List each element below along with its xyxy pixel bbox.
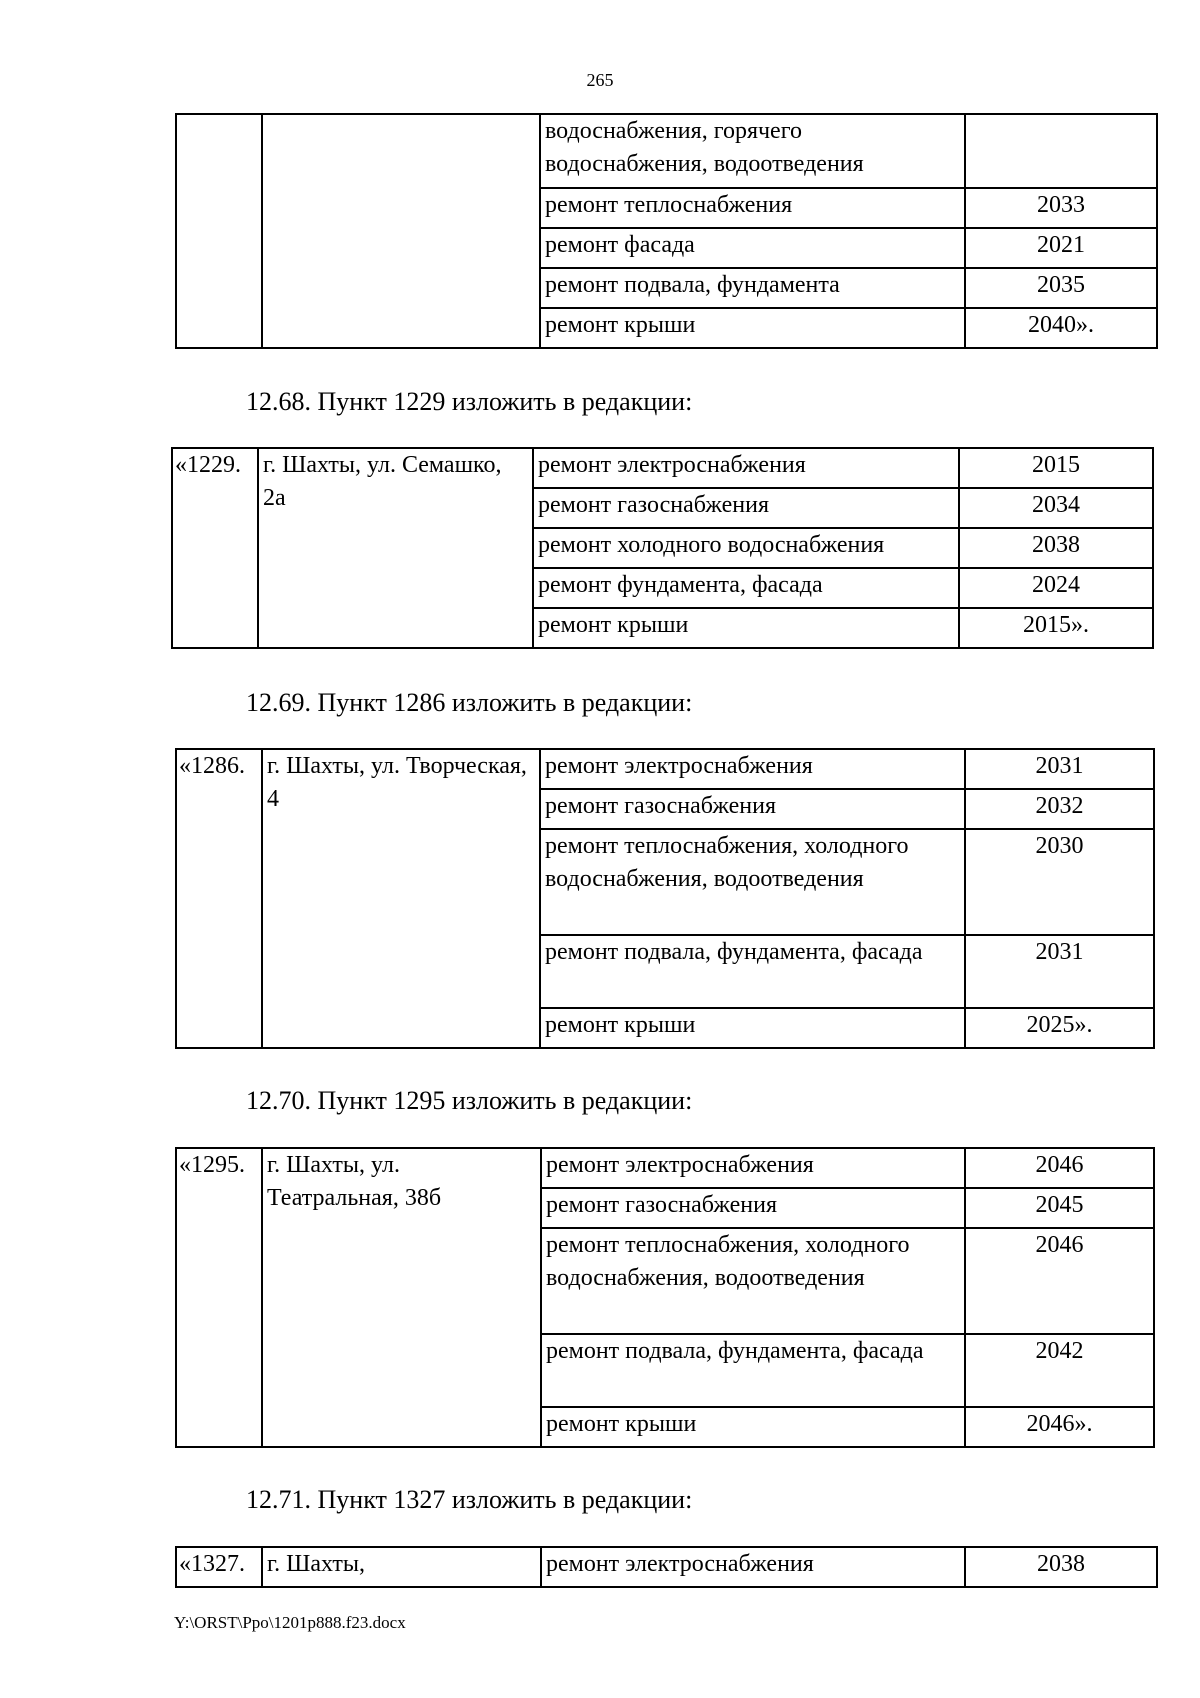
table-item-1295 <box>175 1147 1155 1448</box>
table-cell-year: 2046». <box>965 1407 1154 1447</box>
table-cell-work: ремонт подвала, фундамента, фасада <box>541 1334 965 1407</box>
table-cell-work: ремонт электроснабжения <box>541 1148 965 1188</box>
table-cell-num: «1295. <box>176 1148 262 1447</box>
footer-file-path: Y:\ORST\Ppo\1201p888.f23.docx <box>174 1613 406 1632</box>
table-cell-year <box>965 114 1157 188</box>
table-cell-year: 2035 <box>965 268 1157 308</box>
table-cell-address: г. Шахты, ул. Творческая, 4 <box>262 749 540 1048</box>
table-cell-work: ремонт газоснабжения <box>533 488 959 528</box>
table-cell-year: 2015 <box>959 448 1153 488</box>
table-item-1229 <box>171 447 1154 649</box>
table-cell-work: ремонт теплоснабжения, холодного водоснабжения, водоотведения <box>541 1228 965 1334</box>
table-cell-address <box>262 114 540 348</box>
table-cell-address: г. Шахты, ул. Семашко, 2а <box>258 448 533 648</box>
table-cell-work: ремонт фундамента, фасада <box>533 568 959 608</box>
table-cell-work: ремонт электроснабжения <box>541 1547 965 1587</box>
table-continuation <box>175 113 1158 349</box>
table-cell-year: 2024 <box>959 568 1153 608</box>
paragraph-item-1327: 12.71. Пункт 1327 изложить в редакции: <box>246 1485 693 1514</box>
table-cell-num: «1286. <box>176 749 262 1048</box>
table-cell-year: 2015». <box>959 608 1153 648</box>
paragraph-item-1295: 12.70. Пункт 1295 изложить в редакции: <box>246 1086 693 1115</box>
table-cell-work: ремонт фасада <box>540 228 965 268</box>
table-cell-num <box>176 114 262 348</box>
table-cell-num: «1229. <box>172 448 258 648</box>
table-cell-work: ремонт холодного водоснабжения <box>533 528 959 568</box>
table-cell-year: 2040». <box>965 308 1157 348</box>
table-cell-work: ремонт крыши <box>540 1008 965 1048</box>
table-cell-year: 2021 <box>965 228 1157 268</box>
table-cell-year: 2038 <box>965 1547 1157 1587</box>
table-cell-work: ремонт теплоснабжения <box>540 188 965 228</box>
table-cell-year: 2030 <box>965 829 1154 935</box>
table-cell-work: ремонт крыши <box>540 308 965 348</box>
table-cell-year: 2046 <box>965 1148 1154 1188</box>
table-cell-work: ремонт теплоснабжения, холодного водоснабжения, водоотведения <box>540 829 965 935</box>
table-cell-year: 2032 <box>965 789 1154 829</box>
table-cell-year: 2031 <box>965 749 1154 789</box>
table-cell-year: 2031 <box>965 935 1154 1008</box>
table-cell-address: г. Шахты, ул. Театральная, 38б <box>262 1148 541 1447</box>
table-cell-work: ремонт крыши <box>541 1407 965 1447</box>
table-cell-year: 2046 <box>965 1228 1154 1334</box>
table-cell-address: г. Шахты, <box>262 1547 541 1587</box>
paragraph-item-1286: 12.69. Пункт 1286 изложить в редакции: <box>246 688 693 717</box>
table-cell-year: 2038 <box>959 528 1153 568</box>
table-cell-work: ремонт электроснабжения <box>533 448 959 488</box>
table-cell-work: ремонт подвала, фундамента, фасада <box>540 935 965 1008</box>
table-cell-num: «1327. <box>176 1547 262 1587</box>
table-cell-year: 2045 <box>965 1188 1154 1228</box>
table-cell-work: водоснабжения, горячего водоснабжения, водоотведения <box>540 114 965 188</box>
table-cell-year: 2042 <box>965 1334 1154 1407</box>
table-cell-year: 2033 <box>965 188 1157 228</box>
table-cell-work: ремонт электроснабжения <box>540 749 965 789</box>
table-item-1327 <box>175 1546 1158 1588</box>
table-cell-year: 2025». <box>965 1008 1154 1048</box>
paragraph-item-1229: 12.68. Пункт 1229 изложить в редакции: <box>246 387 693 416</box>
table-cell-year: 2034 <box>959 488 1153 528</box>
page-number: 265 <box>586 70 614 90</box>
table-item-1286 <box>175 748 1155 1049</box>
table-cell-work: ремонт крыши <box>533 608 959 648</box>
table-cell-work: ремонт газоснабжения <box>541 1188 965 1228</box>
table-cell-work: ремонт газоснабжения <box>540 789 965 829</box>
table-cell-work: ремонт подвала, фундамента <box>540 268 965 308</box>
